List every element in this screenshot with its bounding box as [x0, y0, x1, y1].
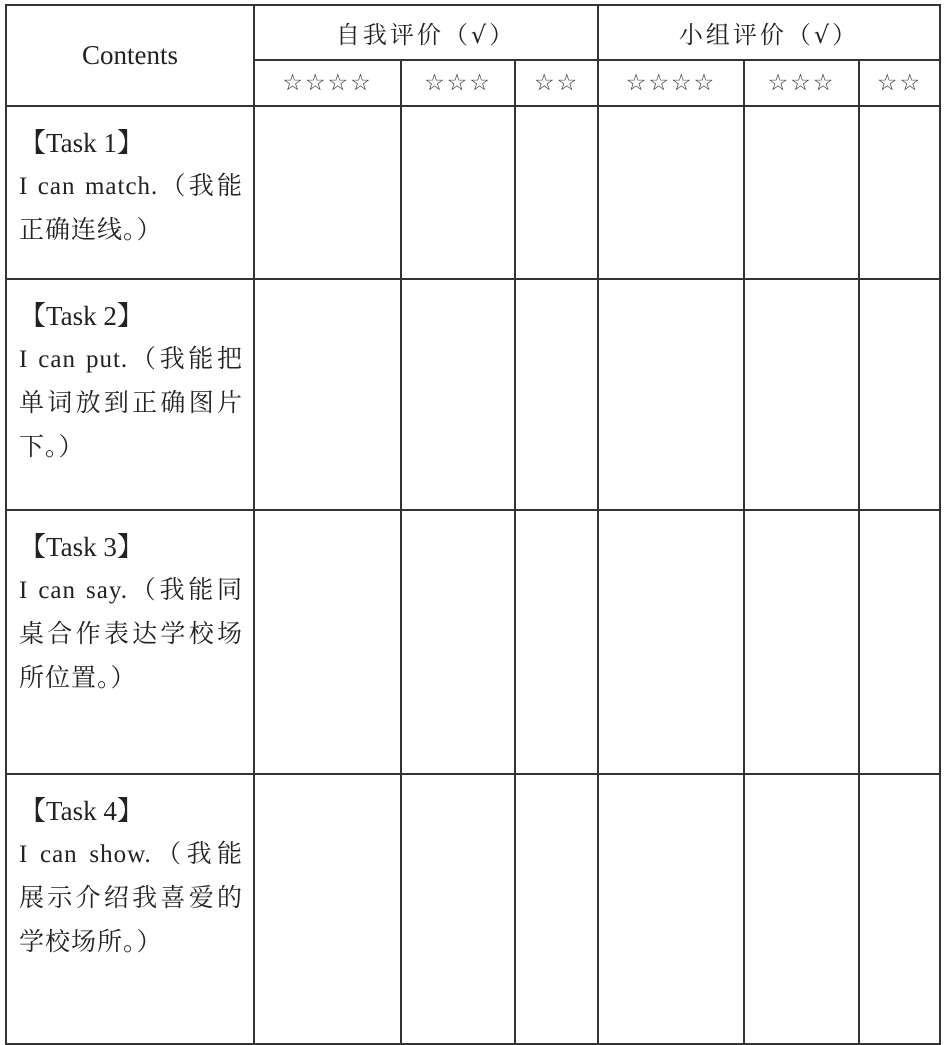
- task-4-self-two-stars-check[interactable]: [515, 774, 598, 1044]
- self-two-stars: ☆☆: [515, 60, 598, 106]
- table-row: [6, 774, 940, 1044]
- task-1-self-two-stars-check[interactable]: [515, 106, 598, 279]
- task-3-group-two-stars-check[interactable]: [859, 510, 940, 774]
- task-3-group-three-stars-check[interactable]: [744, 510, 859, 774]
- task-1-self-three-stars-check[interactable]: [401, 106, 515, 279]
- task-2-group-three-stars-check[interactable]: [744, 279, 859, 510]
- task-1-self-four-stars-check[interactable]: [254, 106, 401, 279]
- task-3-group-four-stars-check[interactable]: [598, 510, 744, 774]
- evaluation-table: [5, 4, 941, 1045]
- contents-header: Contents: [6, 5, 254, 106]
- task-4-group-two-stars-check[interactable]: [859, 774, 940, 1044]
- task-1-cell: [6, 106, 254, 279]
- task-3-title: 【Task 3】: [19, 532, 144, 562]
- task-1-group-two-stars-check[interactable]: [859, 106, 940, 279]
- task-2-cell: [6, 279, 254, 510]
- task-4-description: I can show.（我能展示介绍我喜爱的学校场所。）: [19, 841, 243, 956]
- table-row: [6, 510, 940, 774]
- table-row: [6, 279, 940, 510]
- task-3-self-two-stars-check[interactable]: [515, 510, 598, 774]
- table-row: [6, 106, 940, 279]
- self-four-stars: ☆☆☆☆: [254, 60, 401, 106]
- task-2-title: 【Task 2】: [19, 301, 144, 331]
- task-1-group-four-stars-check[interactable]: [598, 106, 744, 279]
- task-4-self-four-stars-check[interactable]: [254, 774, 401, 1044]
- task-2-self-three-stars-check[interactable]: [401, 279, 515, 510]
- self-evaluation-header: 自我评价（√）: [254, 5, 598, 60]
- task-4-group-four-stars-check[interactable]: [598, 774, 744, 1044]
- group-three-stars: ☆☆☆: [744, 60, 859, 106]
- task-4-self-three-stars-check[interactable]: [401, 774, 515, 1044]
- task-3-self-four-stars-check[interactable]: [254, 510, 401, 774]
- task-2-group-two-stars-check[interactable]: [859, 279, 940, 510]
- group-four-stars: ☆☆☆☆: [598, 60, 744, 106]
- task-3-cell: [6, 510, 254, 774]
- task-4-title: 【Task 4】: [19, 796, 144, 826]
- task-3-self-three-stars-check[interactable]: [401, 510, 515, 774]
- self-three-stars: ☆☆☆: [401, 60, 515, 106]
- task-2-group-four-stars-check[interactable]: [598, 279, 744, 510]
- task-4-cell: [6, 774, 254, 1044]
- task-1-description: I can match.（我能正确连线。）: [19, 173, 243, 244]
- task-2-self-four-stars-check[interactable]: [254, 279, 401, 510]
- header-row-groups: [6, 5, 940, 60]
- task-3-description: I can say.（我能同桌合作表达学校场所位置。）: [19, 577, 243, 692]
- group-two-stars: ☆☆: [859, 60, 940, 106]
- task-1-title: 【Task 1】: [19, 128, 144, 158]
- group-evaluation-header: 小组评价（√）: [598, 5, 940, 60]
- task-2-description: I can put.（我能把单词放到正确图片下。）: [19, 346, 243, 461]
- task-4-group-three-stars-check[interactable]: [744, 774, 859, 1044]
- task-1-group-three-stars-check[interactable]: [744, 106, 859, 279]
- task-2-self-two-stars-check[interactable]: [515, 279, 598, 510]
